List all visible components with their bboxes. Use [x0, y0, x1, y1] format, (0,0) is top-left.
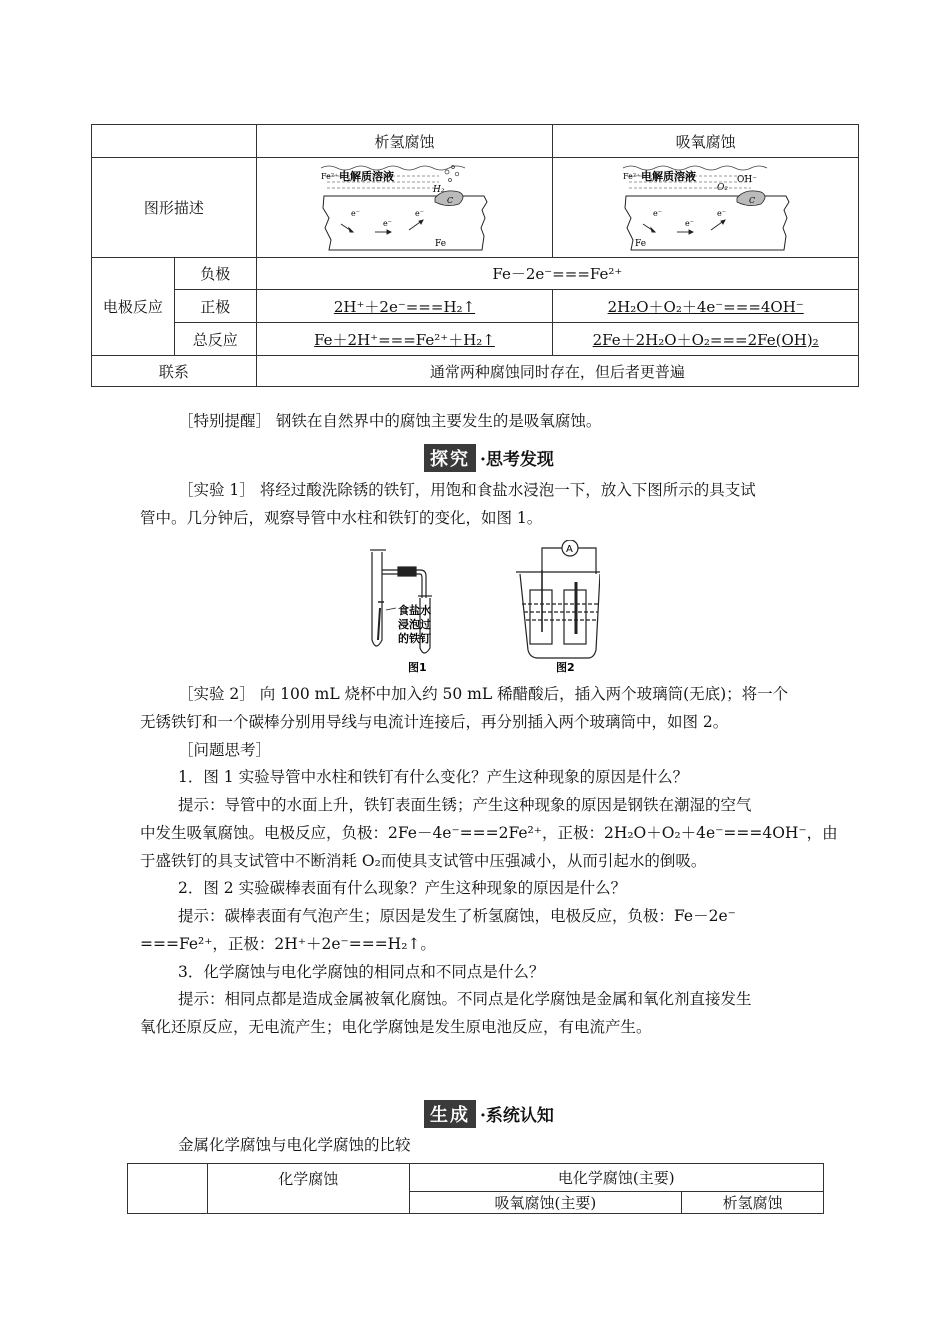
row-label-diagram: 图形描述	[92, 158, 257, 258]
fig2-label: 图2	[556, 661, 575, 674]
nail-label-1: 食盐水	[398, 604, 431, 617]
nail-label-3: 的铁钉	[398, 632, 431, 645]
questions-title: ［问题思考］	[178, 741, 272, 759]
row-label-electrode: 电极反应	[92, 258, 175, 356]
t2-header-electrochemical: 电化学腐蚀(主要)	[409, 1164, 823, 1192]
table-corner-cell	[92, 125, 257, 158]
banner-generate-tag: 生成	[424, 1100, 476, 1128]
fig1-label: 图1	[408, 661, 427, 674]
question-2: 2．图 2 实验碳棒表面有什么现象？产生这种现象的原因是什么？	[178, 879, 627, 897]
oxygen-diagram-cell	[553, 158, 859, 258]
pos-reaction-hydrogen: 2H⁺＋2e⁻===H₂↑	[256, 290, 553, 323]
oxygen-corrosion-diagram	[621, 162, 791, 254]
exp2-line1: ［实验 2］ 向 100 mL 烧杯中加入约 50 mL 稀醋酸后，插入两个玻璃筒(无底)；将一个	[178, 685, 789, 703]
neg-label: 负极	[174, 258, 256, 290]
answer-2-line2: ===Fe²⁺，正极：2H⁺＋2e⁻===H₂↑。	[140, 935, 436, 953]
t2-header-hydrogen: 析氢腐蚀	[682, 1192, 824, 1214]
corrosion-comparison-table	[91, 124, 859, 387]
answer-1-line1: 提示：导管中的水面上升，铁钉表面生锈；产生这种现象的原因是钢铁在潮湿的空气	[178, 796, 752, 814]
banner-explore-text: ·思考发现	[480, 450, 554, 470]
neg-reaction: Fe－2e⁻===Fe²⁺	[256, 258, 858, 290]
h-diagram-h2-label: H₂	[433, 184, 445, 195]
figure-2-apparatus	[516, 540, 600, 658]
o-diagram-fe-label: Fe	[634, 238, 646, 249]
h-diagram-solution-label: 电解质溶液	[339, 169, 395, 183]
col-header-hydrogen: 析氢腐蚀	[256, 125, 553, 158]
question-3: 3．化学腐蚀与电化学腐蚀的相同点和不同点是什么？	[178, 963, 545, 981]
question-1: 1．图 1 实验导管中水柱和铁钉有什么变化？产生这种现象的原因是什么？	[178, 768, 689, 786]
link-label: 联系	[92, 356, 257, 387]
banner-explore-tag: 探究	[424, 444, 476, 472]
exp1-line2: 管中。几分钟后，观察导管中水柱和铁钉的变化，如图 1。	[140, 509, 543, 527]
o-diagram-e3-label: e⁻	[716, 208, 726, 218]
o-diagram-o2-label: O₂	[716, 182, 728, 193]
answer-3-line2: 氧化还原反应，无电流产生；电化学腐蚀是发生原电池反应，有电流产生。	[140, 1018, 652, 1036]
o-diagram-solution-label: 电解质溶液	[640, 169, 696, 183]
answer-1-line2: 中发生吸氧腐蚀。电极反应，负极：2Fe－4e⁻===2Fe²⁺，正极：2H₂O＋O₂＋4e⁻===4OH⁻，由	[140, 824, 838, 842]
banner-explore	[424, 444, 554, 472]
total-reaction-oxygen: 2Fe＋2H₂O＋O₂===2Fe(OH)₂	[553, 323, 859, 356]
col-header-oxygen: 吸氧腐蚀	[553, 125, 859, 158]
banner-generate-text: ·系统认知	[480, 1106, 554, 1126]
h-diagram-e2-label: e⁻	[383, 218, 393, 228]
o-diagram-c-label: C	[748, 195, 755, 205]
h-diagram-fe-label: Fe	[435, 238, 447, 249]
answer-2-line1: 提示：碳棒表面有气泡产生；原因是发生了析氢腐蚀，电极反应，负极：Fe－2e⁻	[178, 907, 736, 925]
banner-generate	[424, 1100, 554, 1128]
t2-header-chemical: 化学腐蚀	[207, 1164, 409, 1214]
total-label: 总反应	[174, 323, 256, 356]
o-diagram-fe2-label: Fe²⁺	[622, 171, 640, 181]
experiment-figures	[360, 540, 600, 680]
h-diagram-e3-label: e⁻	[415, 208, 425, 218]
answer-3-line1: 提示：相同点都是造成金属被氧化腐蚀。不同点是化学腐蚀是金属和氧化剂直接发生	[178, 990, 752, 1008]
t2-corner-cell	[128, 1164, 208, 1214]
nail-label-2: 浸泡过	[398, 618, 431, 631]
ammeter-label: A	[566, 544, 573, 555]
pos-reaction-oxygen: 2H₂O＋O₂＋4e⁻===4OH⁻	[553, 290, 859, 323]
special-tip: ［特别提醒］ 钢铁在自然界中的腐蚀主要发生的是吸氧腐蚀。	[178, 412, 602, 430]
o-diagram-oh-label: OH⁻	[736, 174, 757, 185]
o-diagram-e2-label: e⁻	[684, 218, 694, 228]
chemical-vs-electrochemical-table	[127, 1163, 824, 1214]
h-diagram-fe2-label: Fe²⁺	[321, 171, 339, 181]
comparison-title: 金属化学腐蚀与电化学腐蚀的比较	[178, 1136, 411, 1154]
link-text: 通常两种腐蚀同时存在，但后者更普遍	[256, 356, 858, 387]
o-diagram-e1-label: e⁻	[652, 208, 662, 218]
exp2-line2: 无锈铁钉和一个碳棒分别用导线与电流计连接后，再分别插入两个玻璃筒中，如图 2。	[140, 713, 729, 731]
exp1-line1: ［实验 1］ 将经过酸洗除锈的铁钉，用饱和食盐水浸泡一下，放入下图所示的具支试	[178, 481, 756, 499]
hydrogen-diagram-cell	[256, 158, 553, 258]
hydrogen-corrosion-diagram	[319, 162, 489, 254]
t2-header-oxygen: 吸氧腐蚀(主要)	[409, 1192, 682, 1214]
h-diagram-e1-label: e⁻	[351, 208, 361, 218]
pos-label: 正极	[174, 290, 256, 323]
total-reaction-hydrogen: Fe＋2H⁺===Fe²⁺＋H₂↑	[256, 323, 553, 356]
answer-1-line3: 于盛铁钉的具支试管中不断消耗 O₂而使具支试管中压强减小，从而引起水的倒吸。	[140, 852, 707, 870]
h-diagram-c-label: C	[447, 195, 454, 205]
